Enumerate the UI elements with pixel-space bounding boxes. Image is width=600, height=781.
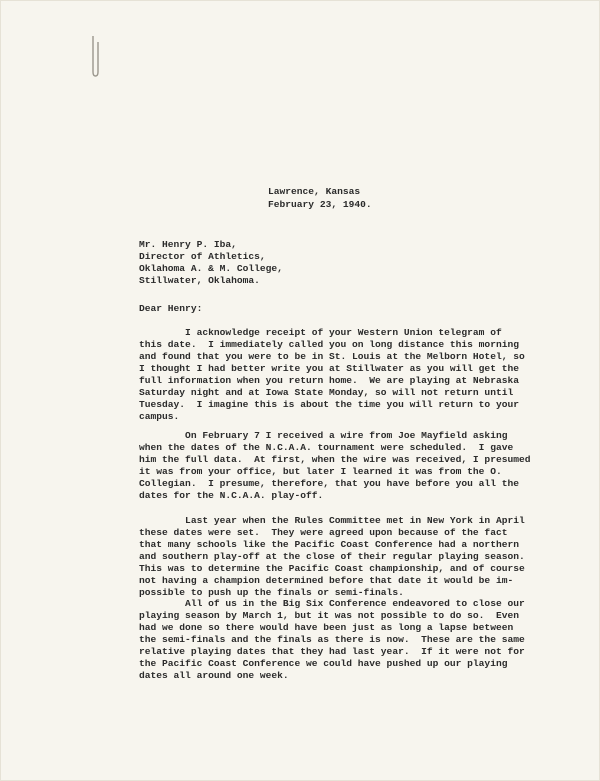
recipient-name: Mr. Henry P. Iba,	[139, 239, 237, 250]
paragraph-line: All of us in the Big Six Conference endeavored to close our	[139, 598, 525, 609]
paragraph-3	[139, 515, 539, 599]
paragraph-line: dates all around one week.	[139, 670, 289, 681]
paragraph-line: possible to push up the finals or semi-finals.	[139, 587, 404, 598]
paragraph-line: when the dates of the N.C.A.A. tournament were scheduled. I gave	[139, 442, 514, 453]
paragraph-line: playing season by March 1, but it was not possible to do so. Even	[139, 610, 519, 621]
paragraph-line: Tuesday. I imagine this is about the time you will return to your	[139, 399, 519, 410]
paragraph-line: not having a champion determined before that date it would be im-	[139, 575, 514, 586]
paragraph-line: full information when you return home. We are playing at Nebraska	[139, 375, 519, 386]
paragraph-line: relative playing dates that they had last year. If it were not for	[139, 646, 525, 657]
paragraph-1	[139, 327, 539, 423]
paragraph-line: the Pacific Coast Conference we could have pushed up our playing	[139, 658, 508, 669]
paragraph-line: had we done so there would have been just as long a lapse between	[139, 622, 514, 633]
paragraph-line: On February 7 I received a wire from Joe Mayfield asking	[139, 430, 508, 441]
paragraph-line: these dates were set. They were agreed upon because of the fact	[139, 527, 508, 538]
paragraph-line: I thought I had better write you at Stillwater as you will get the	[139, 363, 519, 374]
recipient-city: Stillwater, Oklahoma.	[139, 275, 260, 286]
paragraph-line: and found that you were to be in St. Louis at the Melborn Hotel, so	[139, 351, 525, 362]
letter-place: Lawrence, Kansas	[268, 186, 361, 197]
paragraph-2	[139, 430, 539, 502]
paragraph-line: Collegian. I presume, therefore, that you have before you all the	[139, 478, 519, 489]
paragraph-line: him the full data. At first, when the wire was received, I presumed	[139, 454, 531, 465]
paragraph-line: this date. I immediately called you on long distance this morning	[139, 339, 519, 350]
recipient-title: Director of Athletics,	[139, 251, 266, 262]
paragraph-line: This was to determine the Pacific Coast championship, and of course	[139, 563, 525, 574]
paragraph-line: I acknowledge receipt of your Western Union telegram of	[139, 327, 502, 338]
paragraph-line: that many schools like the Pacific Coast Conference had a northern	[139, 539, 519, 550]
paragraph-line: and southern play-off at the close of their regular playing season.	[139, 551, 525, 562]
recipient-institution: Oklahoma A. & M. College,	[139, 263, 283, 274]
paragraph-line: the semi-finals and the finals as there is now. These are the same	[139, 634, 525, 645]
paragraph-line: Saturday night and at Iowa State Monday, so will not return until	[139, 387, 514, 398]
paragraph-line: dates for the N.C.A.A. play-off.	[139, 490, 324, 501]
paragraph-line: it was from your office, but later I learned it was from the O.	[139, 466, 502, 477]
letter-date: February 23, 1940.	[268, 199, 372, 210]
salutation: Dear Henry:	[139, 303, 203, 314]
paragraph-4	[139, 598, 539, 682]
paragraph-line: campus.	[139, 411, 180, 422]
paragraph-line: Last year when the Rules Committee met in New York in April	[139, 515, 525, 526]
